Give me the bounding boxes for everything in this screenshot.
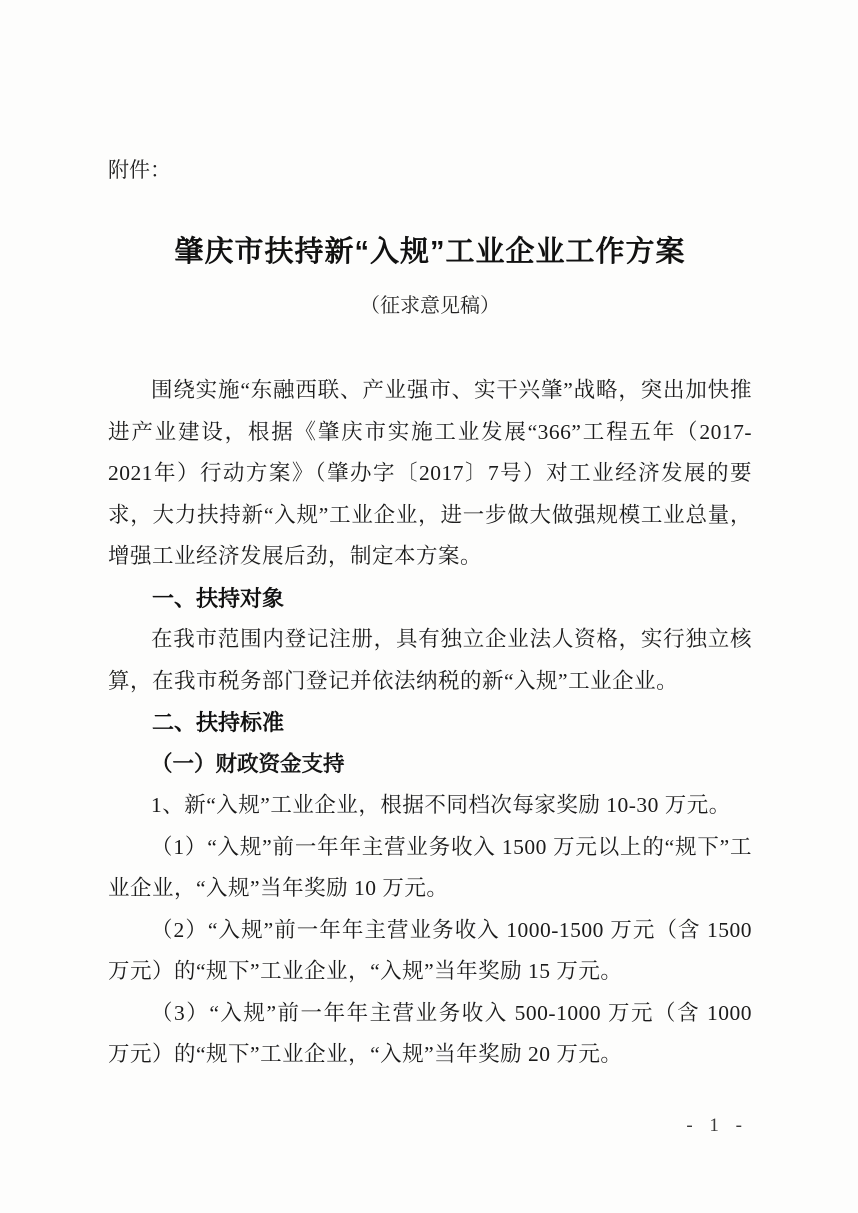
page-number: - 1 - — [686, 1115, 748, 1136]
paragraph-reward-overview: 1、新“入规”工业企业，根据不同档次每家奖励 10-30 万元。 — [151, 793, 731, 817]
paragraph-support-targets: 在我市范围内登记注册，具有独立企业法人资格，实行独立核算，在我市税务部门登记并依法纳税的新“入规”工业企业。 — [108, 627, 752, 693]
document-body — [108, 370, 752, 1076]
paragraph-reward-tier-3: （3）“入规”前一年年主营业务收入 500-1000 万元（含 1000 万元）的“规下”工业企业，“入规”当年奖励 20 万元。 — [108, 1000, 752, 1066]
paragraph-reward-tier-1: （1）“入规”前一年年主营业务收入 1500 万元以上的“规下”工业企业，“入规”当年奖励 10 万元。 — [108, 834, 752, 900]
paragraph-intro: 围绕实施“东融西联、产业强市、实干兴肇”战略，突出加快推进产业建设，根据《肇庆市实施工业发展“366”工程五年（2017-2021年）行动方案》（肇办字〔2017〕7号）对工业经济发展的要求，大力扶持新“入规”工业企业，进一步做大做强规模工业总量，增强工业经济发展后劲，制定本方案。 — [108, 378, 752, 568]
document-subtitle: （征求意见稿） — [360, 295, 500, 317]
attachment-label: 附件： — [108, 158, 171, 182]
heading-support-standards: 二、扶持标准 — [152, 710, 285, 735]
paragraph-reward-tier-2: （2）“入规”前一年年主营业务收入 1000-1500 万元（含 1500 万元）的“规下”工业企业，“入规”当年奖励 15 万元。 — [108, 917, 752, 983]
document-title: 肇庆市扶持新“入规”工业企业工作方案 — [174, 236, 686, 268]
document-content — [108, 0, 752, 1076]
heading-support-targets: 一、扶持对象 — [152, 585, 285, 611]
subheading-fiscal-support: （一）财政资金支持 — [151, 751, 345, 776]
